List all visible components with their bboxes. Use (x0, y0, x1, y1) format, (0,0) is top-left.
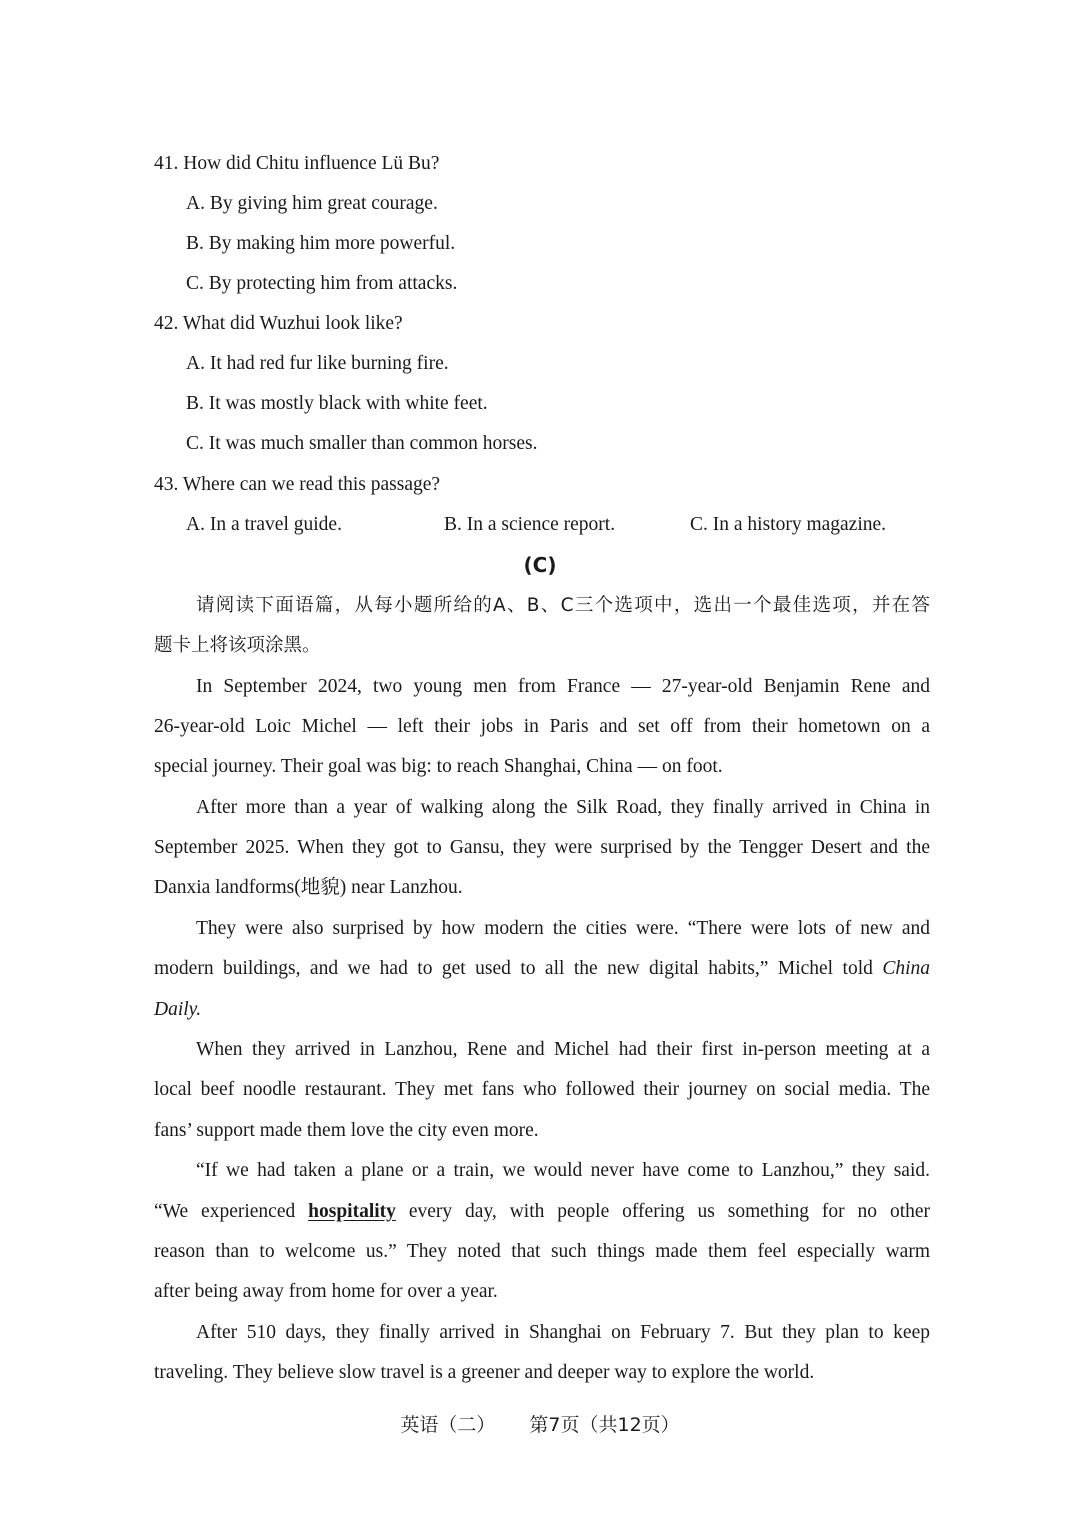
option-43-c: C. In a history magazine. (690, 514, 887, 535)
footer-page-number: 第7页（共12页） (529, 1414, 680, 1436)
passage-line: After more than a year of walking along the Silk Road, they finally arrived in China in (196, 797, 930, 818)
passage-line: Danxia landforms(地貌) near Lanzhou. (154, 877, 463, 898)
question-text: What did Wuzhui look like? (182, 313, 403, 334)
option-41-a: A. By giving him great courage. (186, 193, 438, 214)
section-instruction-line1: 请阅读下面语篇，从每小题所给的A、B、C三个选项中，选出一个最佳选项，并在答 (196, 595, 930, 616)
passage-line: After 510 days, they finally arrived in Shanghai on February 7. But they plan to keep (196, 1322, 930, 1343)
passage-line (154, 957, 930, 981)
question-42 (154, 312, 403, 336)
option-42-c: C. It was much smaller than common horses. (186, 433, 538, 454)
section-instruction-line2: 题卡上将该项涂黑。 (154, 635, 321, 656)
option-41-b: B. By making him more powerful. (186, 233, 456, 254)
passage-line: “If we had taken a plane or a train, we would never have come to Lanzhou,” they said. (196, 1160, 930, 1181)
keyword-hospitality: hospitality (308, 1201, 396, 1222)
passage-line (154, 1200, 930, 1224)
passage-line: traveling. They believe slow travel is a greener and deeper way to explore the world. (154, 1362, 815, 1383)
option-41-c: C. By protecting him from attacks. (186, 273, 458, 294)
option-43-a: A. In a travel guide. (186, 514, 342, 535)
question-43 (154, 473, 440, 497)
passage-line: 26-year-old Loic Michel — left their jobs in Paris and set off from their hometown on a (154, 716, 930, 737)
newspaper-name-cont: Daily. (154, 999, 202, 1020)
passage-line: September 2025. When they got to Gansu, they were surprised by the Tengger Desert and the (154, 837, 930, 858)
option-42-b: B. It was mostly black with white feet. (186, 393, 488, 414)
page-footer (0, 1410, 1080, 1437)
passage-text: “We experienced (154, 1201, 296, 1222)
question-number: 42. (154, 313, 179, 334)
question-text: How did Chitu influence Lü Bu? (183, 153, 440, 174)
passage-text: every day, with people offering us something for no other (408, 1201, 931, 1222)
passage-line: fans’ support made them love the city even more. (154, 1120, 539, 1141)
passage-line: When they arrived in Lanzhou, Rene and Michel had their first in-person meeting at a (196, 1039, 930, 1060)
option-43-b: B. In a science report. (444, 514, 616, 535)
question-number: 43. (154, 474, 179, 495)
question-text: Where can we read this passage? (182, 474, 441, 495)
option-42-a: A. It had red fur like burning fire. (186, 353, 449, 374)
passage-line: reason than to welcome us.” They noted that such things made them feel especially warm (154, 1241, 930, 1262)
question-number: 41. (154, 153, 179, 174)
passage-line: In September 2024, two young men from France — 27-year-old Benjamin Rene and (196, 676, 930, 697)
newspaper-name: China (882, 958, 931, 979)
passage-line: after being away from home for over a year. (154, 1281, 498, 1302)
passage-text: modern buildings, and we had to get used to all the new digital habits,” Michel told (154, 958, 873, 979)
footer-subject: 英语（二） (400, 1414, 496, 1436)
question-41 (154, 152, 439, 176)
section-label: (C) (523, 553, 557, 577)
passage-line: local beef noodle restaurant. They met fans who followed their journey on social media. The (154, 1079, 930, 1100)
passage-line: special journey. Their goal was big: to reach Shanghai, China — on foot. (154, 756, 723, 777)
passage-line: They were also surprised by how modern the cities were. “There were lots of new and (196, 918, 930, 939)
